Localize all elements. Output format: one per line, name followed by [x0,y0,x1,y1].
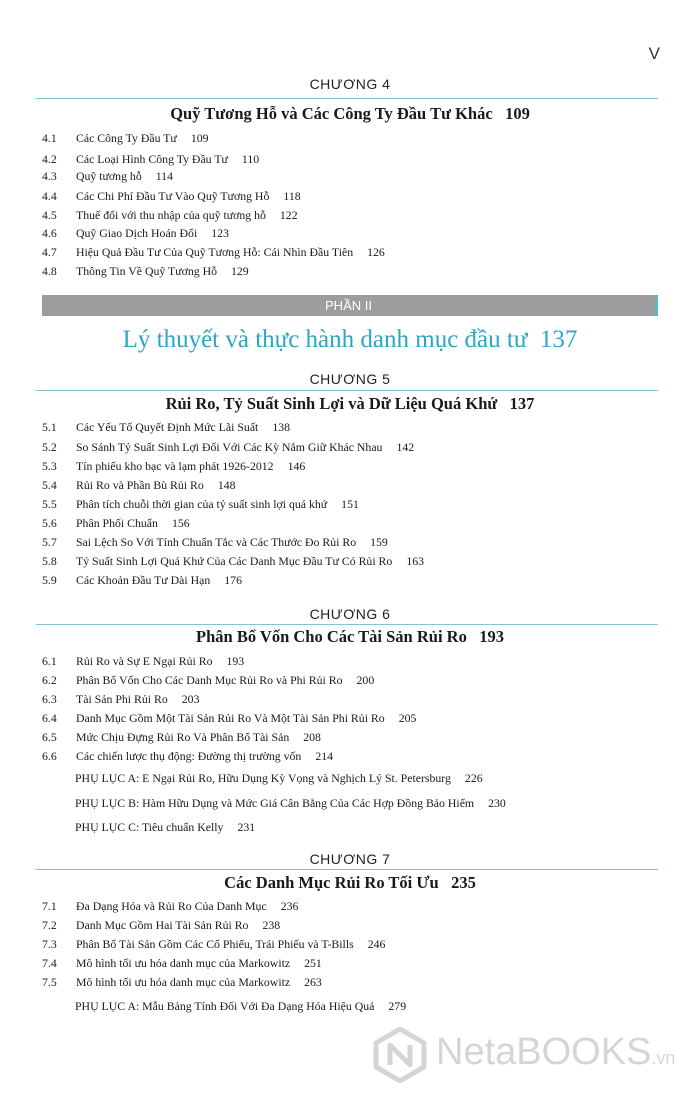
entry-page: 118 [283,189,301,203]
page-number: V [648,44,660,63]
entry-number: 5.8 [42,554,57,568]
toc-entry-5-7 [42,535,388,550]
entry-number: 5.9 [42,573,57,587]
chapter-6-rule [36,624,658,625]
entry-title: Quỹ Giao Dịch Hoán Đổi [76,226,198,240]
appendix-7-a [75,999,406,1014]
entry-title: Phân Bổ Tài Sản Gồm Các Cổ Phiếu, Trái Phiếu và T-Bills [76,937,354,951]
chapter-5-title-page: 137 [509,394,535,413]
entry-page: 263 [304,975,322,989]
toc-entry-4-8 [42,264,249,279]
toc-entry-5-6 [42,516,190,531]
entry-page: 163 [406,554,425,568]
entry-title: Thuế đối với thu nhập của quỹ tương hỗ [76,208,266,222]
entry-title: Rủi Ro và Phần Bù Rủi Ro [76,478,204,492]
entry-page: 110 [241,152,260,166]
toc-entry-7-4 [42,956,322,971]
toc-entry-5-8 [42,554,424,569]
entry-page: 146 [287,459,306,473]
chapter-4-title-page: 109 [505,104,530,123]
appendix-page: 230 [488,796,506,810]
toc-entry-6-1 [42,654,244,669]
entry-title: Quỹ tương hỗ [76,169,142,183]
entry-number: 7.4 [42,956,57,970]
entry-title: Các Khoản Đầu Tư Dài Hạn [76,573,211,587]
entry-page: 236 [280,899,299,913]
entry-page: 129 [231,264,249,278]
entry-number: 4.2 [42,152,57,166]
appendix-text: PHỤ LỤC B: Hàm Hữu Dụng và Mức Giá Cân Bằng Của Các Hợp Đồng Bảo Hiểm [75,796,475,810]
watermark-brand: NetaBOOKS [436,1031,652,1073]
chapter-4-title [0,104,700,124]
chapter-6-label: CHƯƠNG 6 [309,606,391,622]
entry-page: 203 [181,692,200,706]
entry-number: 4.8 [42,264,57,278]
entry-number: 6.2 [42,673,57,687]
netabooks-logo-icon [372,1027,428,1083]
chapter-7-rule [36,869,658,870]
appendix-6-b [75,796,506,811]
appendix-page: 231 [237,820,256,834]
chapter-6-title [0,627,700,647]
toc-entry-4-5 [42,208,298,223]
entry-page: 148 [217,478,236,492]
entry-title: Mức Chịu Đựng Rủi Ro Và Phân Bổ Tài Sản [76,730,290,744]
toc-entry-5-9 [42,573,242,588]
chapter-6-title-text: Phân Bổ Vốn Cho Các Tài Sản Rủi Ro [196,627,467,646]
toc-entry-4-2 [42,152,259,167]
entry-number: 4.3 [42,169,57,183]
entry-number: 4.1 [42,131,57,145]
entry-page: 238 [262,918,281,932]
toc-entry-6-6 [42,749,333,764]
entry-title: Phân Bổ Vốn Cho Các Danh Mục Rủi Ro và Phi Rủi Ro [76,673,343,687]
toc-entry-5-5 [42,497,359,512]
entry-page: 159 [370,535,388,549]
entry-page: 114 [155,169,173,183]
entry-page: 126 [367,245,385,259]
entry-title: Tín phiếu kho bạc và lạm phát 1926-2012 [76,459,274,473]
chapter-5-title [0,394,700,414]
chapter-7-title-page: 235 [451,873,476,892]
toc-entry-4-3 [42,169,173,184]
chapter-4-rule [36,98,658,99]
entry-page: 138 [272,420,291,434]
entry-title: Mô hình tối ưu hóa danh mục của Markowitz [76,956,291,970]
entry-page: 176 [224,573,242,587]
chapter-4-title-text: Quỹ Tương Hỗ và Các Công Ty Đầu Tư Khác [170,104,493,123]
entry-number: 5.3 [42,459,57,473]
toc-entry-4-1 [42,131,209,146]
chapter-7-title [0,873,700,893]
watermark-text [436,1031,675,1074]
appendix-6-a [75,771,483,786]
entry-number: 6.5 [42,730,57,744]
entry-number: 5.4 [42,478,57,492]
entry-number: 5.7 [42,535,57,549]
entry-title: Đa Dạng Hóa và Rủi Ro Của Danh Mục [76,899,267,913]
chapter-7-label: CHƯƠNG 7 [309,851,391,867]
toc-entry-6-5 [42,730,321,745]
entry-number: 4.5 [42,208,57,222]
entry-number: 5.2 [42,440,57,454]
entry-page: 109 [190,131,209,145]
toc-entry-5-2 [42,440,414,455]
entry-page: 251 [304,956,322,970]
entry-page: 246 [367,937,386,951]
entry-page: 214 [315,749,334,763]
toc-entry-7-5 [42,975,322,990]
appendix-text: PHỤ LỤC A: Mẫu Bảng Tính Đối Với Đa Dạng Hóa Hiệu Quả [75,999,375,1013]
part-label-bar: PHẦN II [42,295,658,316]
entry-number: 7.5 [42,975,57,989]
entry-page: 142 [396,440,415,454]
appendix-text: PHỤ LỤC C: Tiêu chuẩn Kelly [75,820,224,834]
entry-page: 122 [279,208,298,222]
toc-entry-7-1 [42,899,298,914]
entry-title: Rủi Ro và Sự E Ngại Rủi Ro [76,654,213,668]
toc-entry-5-1 [42,420,290,435]
entry-title: Các Chi Phí Đầu Tư Vào Quỹ Tương Hỗ [76,189,270,203]
toc-entry-5-3 [42,459,305,474]
chapter-6-title-page: 193 [479,627,504,646]
entry-title: Tài Sản Phi Rủi Ro [76,692,168,706]
entry-title: Các Loại Hình Công Ty Đầu Tư [76,152,228,166]
entry-number: 4.4 [42,189,57,203]
entry-title: Các chiến lược thụ động: Đường thị trường vốn [76,749,302,763]
toc-entry-6-2 [42,673,374,688]
netabooks-watermark [372,1025,676,1085]
toc-entry-7-3 [42,937,385,952]
entry-page: 151 [341,497,359,511]
appendix-page: 226 [464,771,483,785]
entry-number: 5.5 [42,497,57,511]
entry-title: Mô hình tối ưu hóa danh mục của Markowitz [76,975,291,989]
toc-entry-4-4 [42,189,301,204]
entry-page: 205 [398,711,417,725]
toc-entry-6-3 [42,692,199,707]
entry-number: 6.4 [42,711,57,725]
entry-title: Các Công Ty Đầu Tư [76,131,177,145]
entry-number: 6.6 [42,749,57,763]
entry-title: Danh Mục Gồm Hai Tài Sản Rủi Ro [76,918,249,932]
entry-number: 4.7 [42,245,57,259]
toc-entry-4-6 [42,226,229,241]
watermark-suffix: .vn [651,1048,676,1068]
entry-title: Thông Tin Về Quỹ Tương Hỗ [76,264,217,278]
chapter-4-label: CHƯƠNG 4 [309,76,391,92]
entry-number: 5.6 [42,516,57,530]
entry-title: Phân tích chuỗi thời gian của tỷ suất sinh lợi quá khứ [76,497,328,511]
entry-number: 7.2 [42,918,57,932]
chapter-5-label: CHƯƠNG 5 [309,371,391,387]
entry-title: So Sánh Tỷ Suất Sinh Lợi Đối Với Các Kỳ Nắm Giữ Khác Nhau [76,440,383,454]
entry-page: 208 [303,730,321,744]
entry-title: Sai Lệch So Với Tính Chuẩn Tắc và Các Thước Đo Rủi Ro [76,535,357,549]
toc-entry-6-4 [42,711,416,726]
chapter-7-title-text: Các Danh Mục Rủi Ro Tối Ưu [224,873,439,892]
entry-page: 123 [211,226,229,240]
entry-page: 200 [356,673,375,687]
entry-page: 193 [226,654,245,668]
toc-entry-7-2 [42,918,280,933]
entry-title: Phân Phối Chuẩn [76,516,158,530]
entry-number: 6.3 [42,692,57,706]
entry-number: 7.3 [42,937,57,951]
appendix-text: PHỤ LỤC A: E Ngại Rủi Ro, Hữu Dụng Kỳ Vọng và Nghịch Lý St. Petersburg [75,771,451,785]
toc-entry-4-7 [42,245,385,260]
entry-page: 156 [171,516,190,530]
appendix-6-c [75,820,255,835]
part-title-text: Lý thuyết và thực hành danh mục đầu tư [122,326,528,353]
part-title-page: 137 [539,326,578,353]
entry-number: 6.1 [42,654,57,668]
appendix-page: 279 [388,999,407,1013]
entry-title: Các Yếu Tố Quyết Định Mức Lãi Suất [76,420,259,434]
toc-entry-5-4 [42,478,236,493]
entry-title: Danh Mục Gồm Một Tài Sản Rủi Ro Và Một Tài Sản Phi Rủi Ro [76,711,385,725]
entry-title: Tỷ Suất Sinh Lợi Quá Khứ Của Các Danh Mục Đầu Tư Có Rủi Ro [76,554,393,568]
entry-number: 5.1 [42,420,57,434]
chapter-5-rule [36,390,658,391]
part-title [0,326,700,354]
entry-title: Hiệu Quả Đầu Tư Của Quỹ Tương Hỗ: Cái Nhìn Đầu Tiên [76,245,354,259]
entry-number: 4.6 [42,226,57,240]
chapter-5-title-text: Rủi Ro, Tỷ Suất Sinh Lợi và Dữ Liệu Quá Khứ [165,394,498,413]
entry-number: 7.1 [42,899,57,913]
